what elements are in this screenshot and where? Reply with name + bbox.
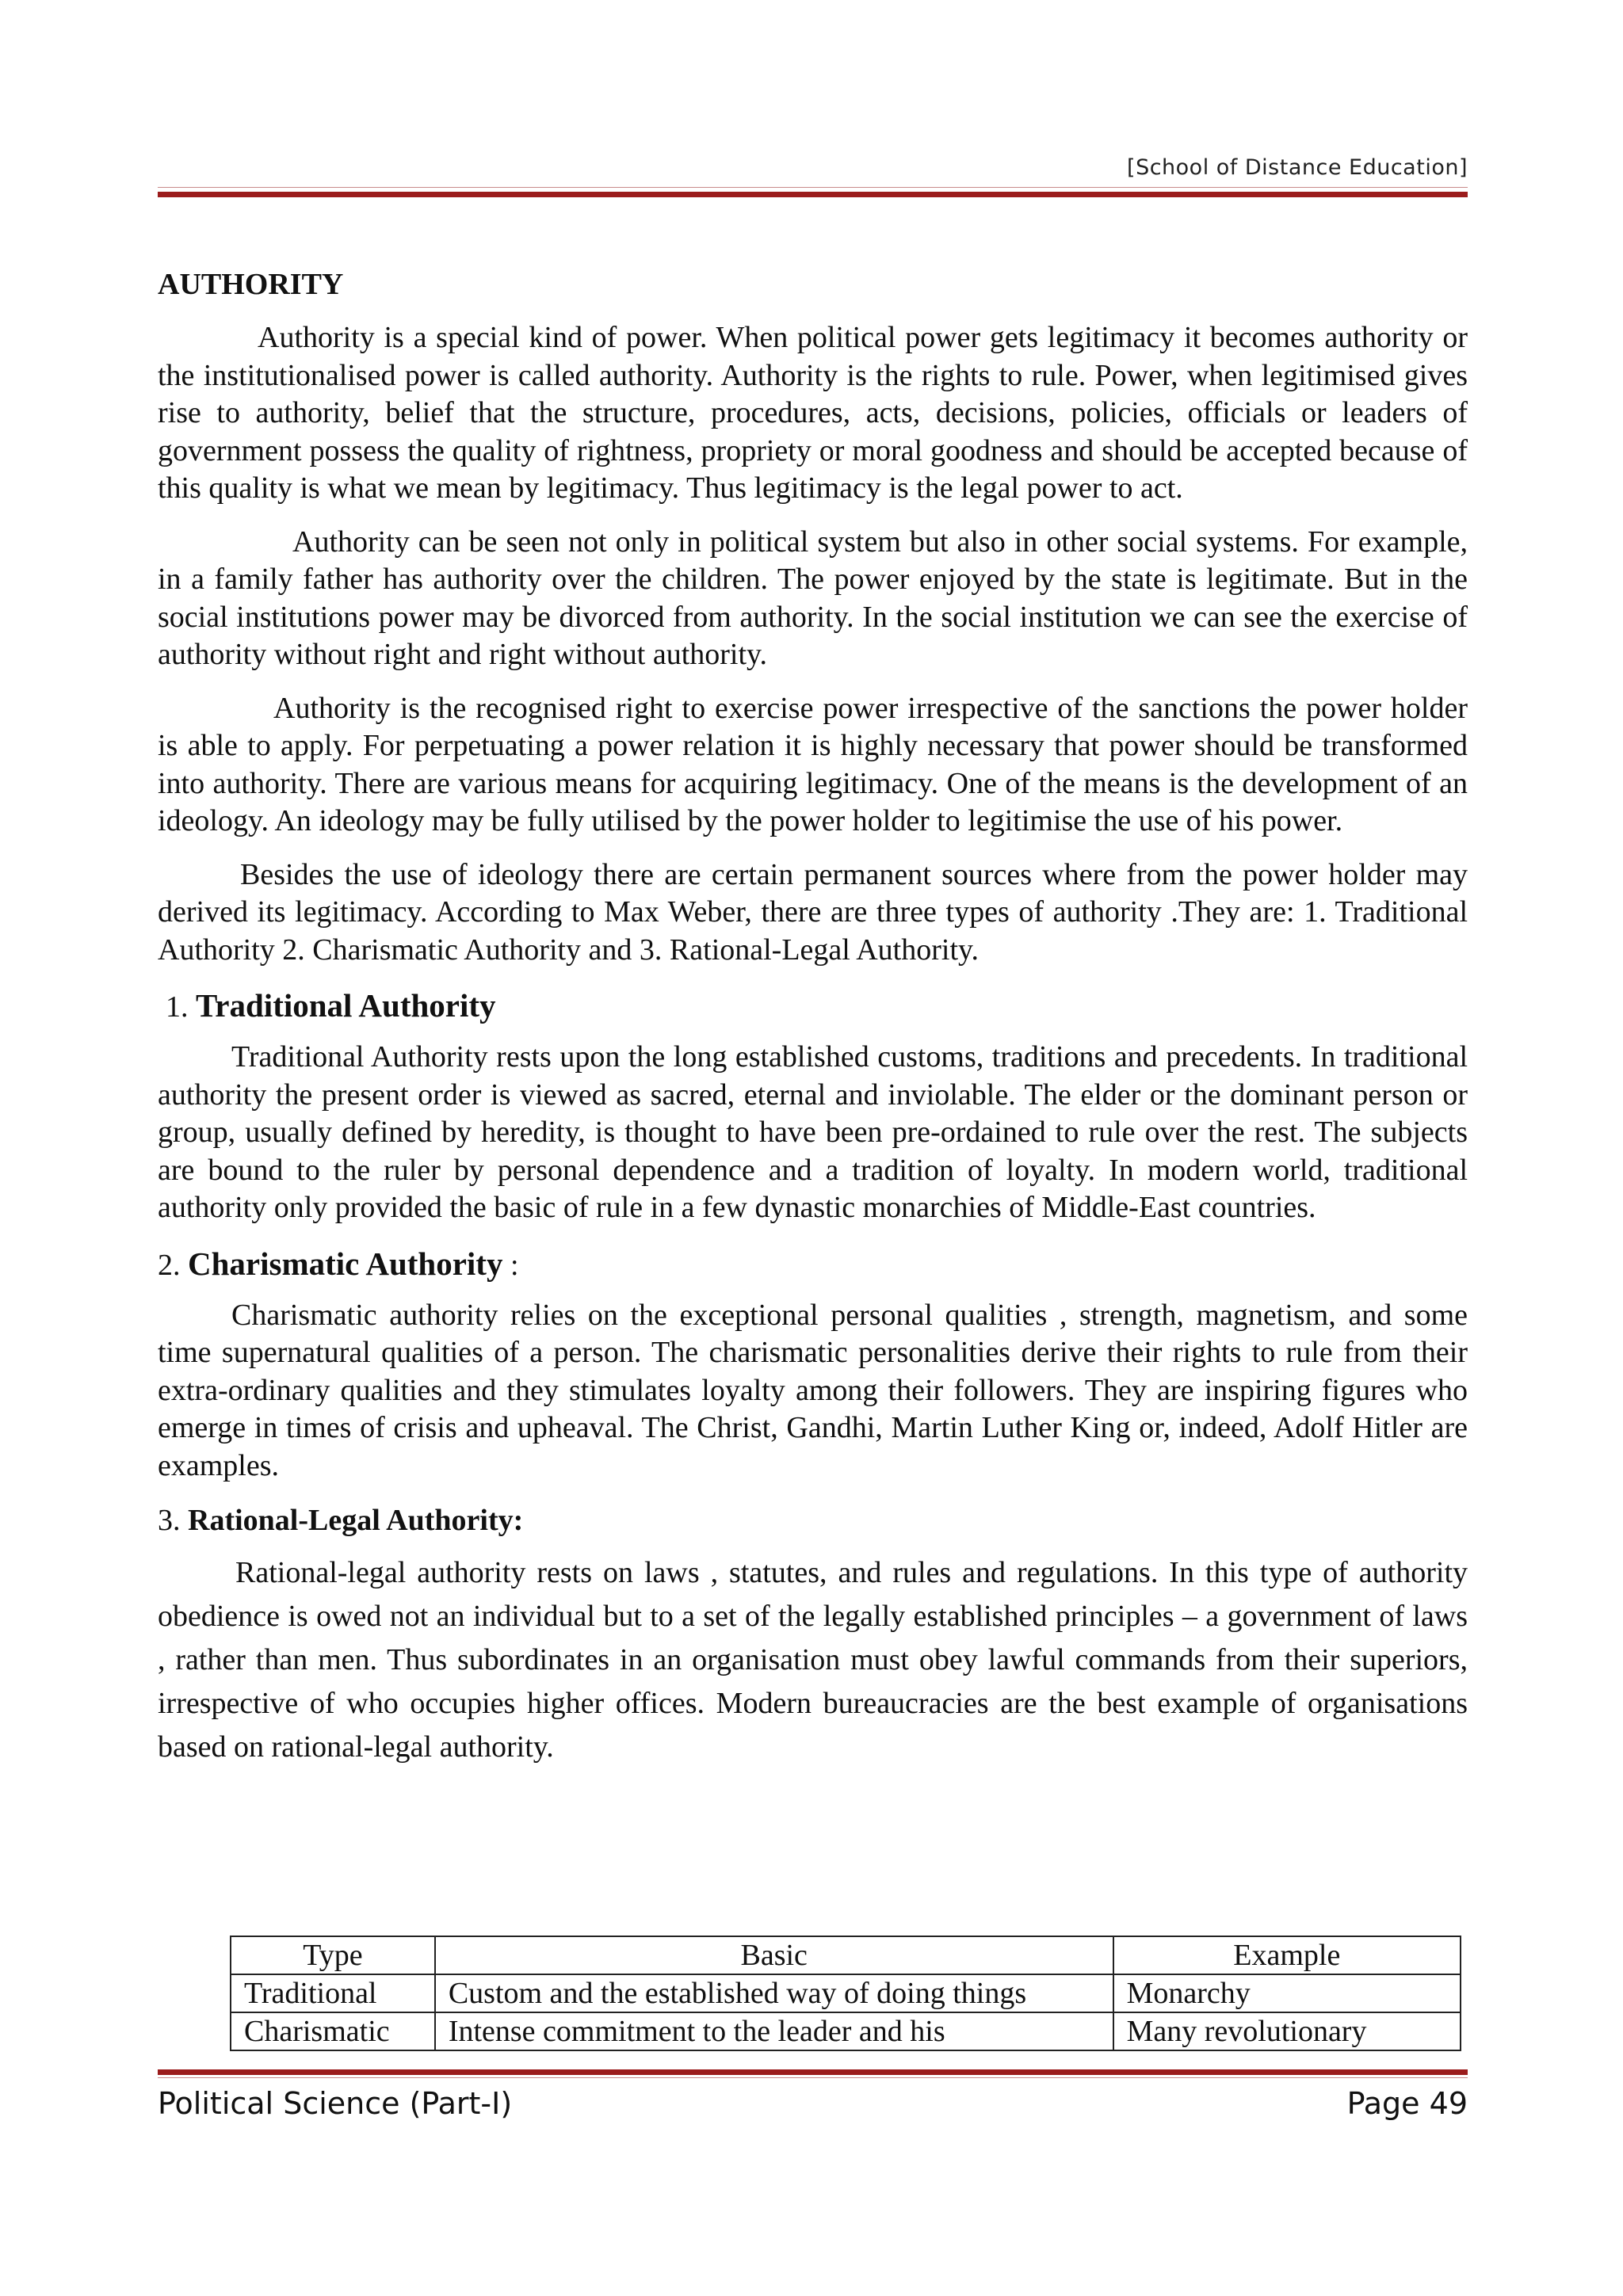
table-cell: Monarchy (1113, 1974, 1461, 2012)
paragraph-3: Authority is the recognised right to exercise power irrespective of the sanctions the power holder is able to apply. For perpetuating a power relation it is highly necessary that power should be transformed into authority. There are various means for acquiring legitimacy. One of the means is the development of an ideology. An ideology may be fully utilised by the power holder to legitimise the use of his power. (158, 691, 1468, 837)
section-heading-charismatic (158, 1243, 1468, 1286)
table-cell: Intense commitment to the leader and his (435, 2012, 1113, 2050)
page-number: Page 49 (1346, 2086, 1468, 2121)
paragraph-1: Authority is a special kind of power. When political power gets legitimacy it becomes authority or the institutionalised power is called authority. Authority is the rights to rule. Power, when legitimised gives rise to authority, belief that the structure, procedures, acts, decisions, policies, officials or leaders of government possess the quality of rightness, propriety or moral goodness and should be accepted because of this quality is what we mean by legitimacy. Thus legitimacy is the legal power to act. (158, 321, 1468, 505)
table-row (231, 1974, 1461, 2012)
table-row (231, 2012, 1461, 2050)
table-cell: Many revolutionary (1113, 2012, 1461, 2050)
footer-course: Political Science (Part-I) (158, 2086, 513, 2121)
paragraph-4: Besides the use of ideology there are certain permanent sources where from the power holder may derived its legitimacy. According to Max Weber, there are three types of authority .They are: 1. Traditional Authority 2. Charismatic Authority and 3. Rational-Legal Authority. (158, 857, 1468, 967)
section-title: Charismatic Authority (188, 1245, 503, 1282)
section-number: 3. (158, 1504, 181, 1537)
section-number: 1. (166, 990, 189, 1024)
footer-rule-thin (158, 2077, 1468, 2078)
section-body-traditional: Traditional Authority rests upon the long established customs, traditions and precedents. In traditional authority the present order is viewed as sacred, eternal and inviolable. The elder or the dominant person or group, usually defined by heredity, is thought to have been pre-ordained to rule over the rest. The subjects are bound to the ruler by personal dependence and a tradition of loyalty. In modern world, traditional authority only provided the basic of rule in a few dynastic monarchies of Middle-East countries. (158, 1040, 1468, 1224)
section-suffix: : (502, 1248, 519, 1282)
paragraph-2: Authority can be seen not only in political system but also in other social systems. For example, in a family father has authority over the children. The power enjoyed by the state is legitimate. But in the social institutions power may be divorced from authority. In the social institution we can see the exercise of authority without right and right without authority. (158, 524, 1468, 671)
footer-rule (158, 2069, 1468, 2075)
table-header-cell: Basic (435, 1936, 1113, 1974)
table-header-cell: Type (231, 1936, 435, 1974)
authority-types-table (230, 1936, 1461, 2051)
section-heading-traditional (166, 985, 1468, 1028)
section-body-charismatic: Charismatic authority relies on the exceptional personal qualities , strength, magnetism, and some time supernatural qualities of a person. The charismatic personalities derive their rights to rule from their extra-ordinary qualities and they stimulates loyalty among their followers. They are inspiring figures who emerge in times of crisis and upheaval. The Christ, Gandhi, Martin Luther King or, indeed, Adolf Hitler are examples. (158, 1298, 1468, 1482)
page-title: AUTHORITY (158, 268, 344, 301)
section-title: Traditional Authority (196, 987, 496, 1024)
table-cell: Traditional (231, 1974, 435, 2012)
section-number: 2. (158, 1248, 181, 1282)
header-rule-thin (158, 187, 1468, 188)
header-institution: [School of Distance Education] (1127, 155, 1468, 180)
section-heading-rational-legal (158, 1501, 1468, 1540)
table-cell: Custom and the established way of doing things (435, 1974, 1113, 2012)
section-body-rational-legal: Rational-legal authority rests on laws , statutes, and rules and regulations. In this type of authority obedience is owed not an individual but to a set of the legally established principles – a government of laws , rather than men. Thus subordinates in an organisation must obey lawful commands from their superiors, irrespective of who occupies higher offices. Modern bureaucracies are the best example of organisations based on rational-legal authority. (158, 1556, 1468, 1764)
authority-types-table-wrap (230, 1936, 1461, 2054)
table-header-cell: Example (1113, 1936, 1461, 1974)
header-rule (158, 192, 1468, 197)
main-content (158, 266, 1468, 1769)
table-header-row (231, 1936, 1461, 1974)
table-cell: Charismatic (231, 2012, 435, 2050)
section-title: Rational-Legal Authority: (188, 1504, 524, 1537)
